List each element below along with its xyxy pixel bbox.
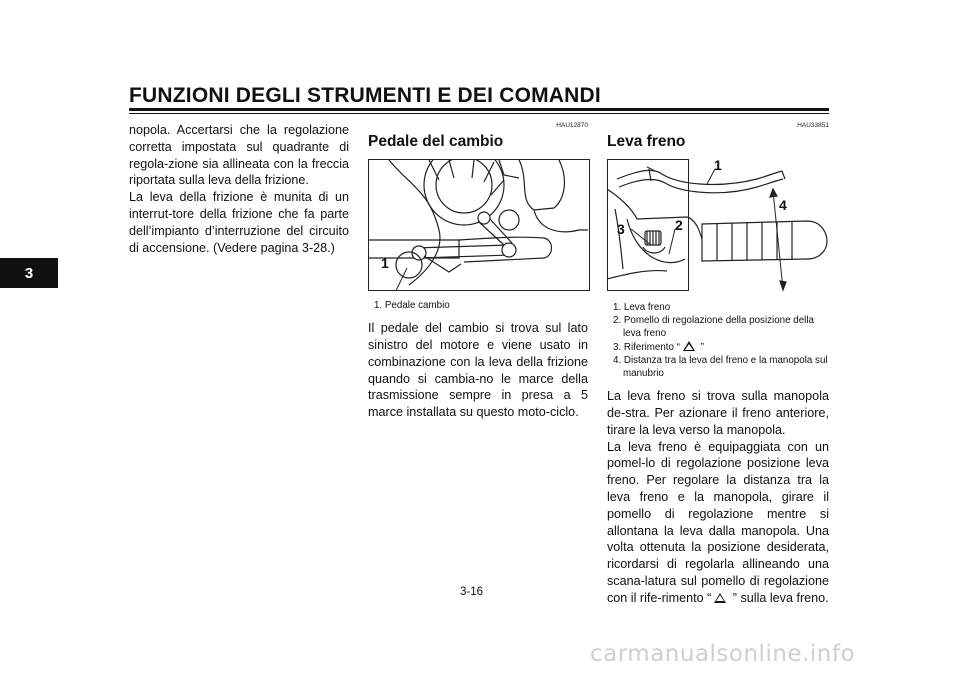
paragraph: La leva della frizione è munita di un interrut-tore della frizione che fa parte dell’impianto d’interruzione del circuito di accensione. (Vedere pagina 3-28.) — [129, 190, 349, 255]
caption-item: 1. Leva freno — [613, 301, 671, 313]
triangle-reference-icon — [683, 341, 695, 351]
page-number: 3-16 — [460, 586, 484, 598]
reference-code: HAU33851 — [797, 122, 829, 129]
callout-number: 4 — [779, 196, 787, 213]
brake-lever-figure — [607, 156, 829, 293]
caption-text: 3. Riferimento “ — [613, 342, 680, 354]
callout-number: 1 — [714, 156, 722, 173]
chapter-tab: 3 — [0, 258, 58, 288]
paragraph-text: ” sulla leva freno. — [729, 590, 829, 605]
callout-number: 1 — [381, 254, 389, 271]
watermark: carmanualsonline.info — [590, 641, 856, 667]
paragraph-text: La leva freno è equipaggiata con un pomel-lo di regolazione posizione leva freno. Per regolare la distanza tra la leva freno e la manopola, girare il pomello di regolazione mentre si allontana la leva dalla manopola. Una volta ottenuta la posizione desiderata, ricordarsi di regolarla allineando una scana-latura sul pomello di regolazione con il rife-rimento “ — [607, 439, 829, 605]
section-brake-lever — [607, 122, 829, 607]
callout-number: 2 — [675, 216, 683, 233]
caption-text: ” — [697, 342, 704, 354]
callout-number: 3 — [617, 220, 625, 237]
column-left — [129, 122, 349, 256]
caption-item: 4. Distanza tra la leva del freno e la manopola sul manubrio — [613, 355, 828, 379]
triangle-reference-icon — [714, 593, 726, 603]
section-title: Leva freno — [607, 133, 686, 150]
paragraph — [607, 439, 829, 607]
paragraph: nopola. Accertarsi che la regolazione corretta impostata sul quadrante di regola-zione sia allineata con la freccia riportata sulla leva della frizione. — [129, 123, 349, 188]
page-title: FUNZIONI DEGLI STRUMENTI E DEI COMANDI — [129, 84, 601, 107]
brake-lever-illustration — [607, 156, 829, 293]
paragraph: La leva freno si trova sulla manopola de-stra. Per azionare il freno anteriore, tirare la leva verso la manopola. — [607, 389, 829, 437]
figure-captions — [374, 300, 588, 312]
header-rule — [129, 108, 829, 111]
caption-item: 2. Pomello di regolazione della posizione della leva freno — [613, 315, 814, 339]
shift-pedal-illustration — [369, 160, 589, 290]
paragraph: Il pedale del cambio si trova sul lato sinistro del motore e viene usato in combinazione con la leva della frizione quando si cambia-no le marce della trasmissione sempre in presa a 5 marce installata su questo moto-ciclo. — [368, 321, 588, 420]
header-rule-thin — [129, 113, 829, 114]
section-shift-pedal — [368, 122, 588, 421]
reference-code: HAU12870 — [556, 122, 588, 129]
shift-pedal-figure — [368, 159, 590, 291]
section-title: Pedale del cambio — [368, 133, 504, 150]
caption-item: 1. Pedale cambio — [374, 299, 450, 311]
figure-captions — [613, 302, 829, 380]
caption-item — [613, 341, 829, 354]
